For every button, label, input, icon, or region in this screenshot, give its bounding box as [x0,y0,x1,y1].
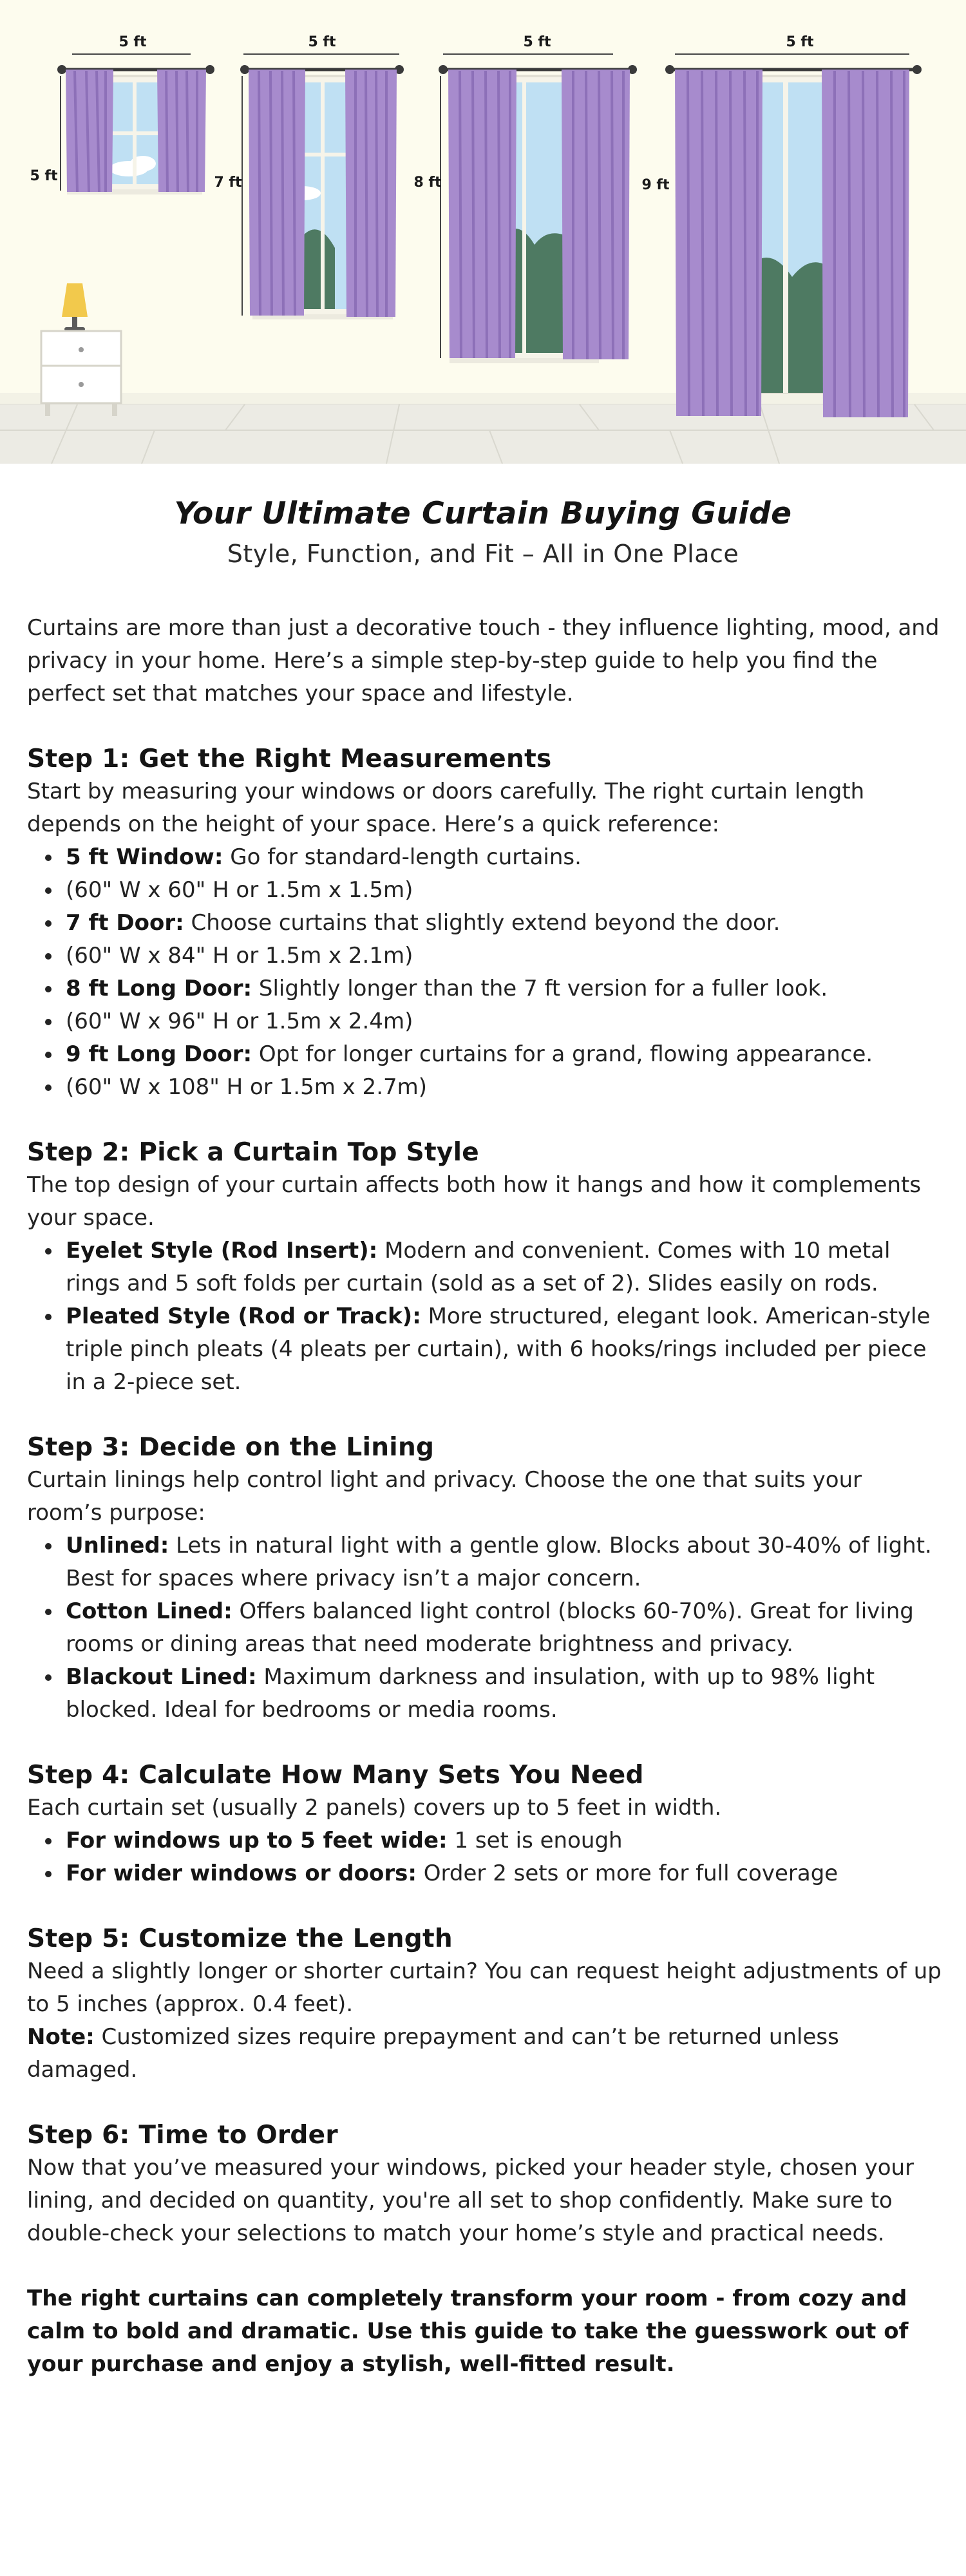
list-item [27,1661,942,1727]
steps-list [27,743,942,1890]
step-4-description: Each curtain set (usually 2 panels) covers up to 5 feet in width. [27,1795,722,1821]
step-3-description: Curtain linings help control light and privacy. Choose the one that suits your room’s purpose: [27,1467,862,1526]
list-item-label: Unlined: [66,1533,169,1558]
closing-paragraph: The right curtains can completely transform your room - from cozy and calm to bold and dramatic. Use this guide to take the guesswork out of your purchase and enjoy a stylish, well-fitted result. [27,2286,909,2377]
step-3-section [27,1431,942,1727]
list-item-label: Blackout Lined: [66,1664,257,1690]
list-item [27,1038,942,1071]
window4-height-label: 9 ft [641,177,670,193]
step-1-section [27,743,942,1104]
list-item [27,1824,942,1857]
window3-width-label: 5 ft [523,34,551,50]
list-item-text: Order 2 sets or more for full coverage [416,1861,838,1886]
list-item-label: Pleated Style (Rod or Track): [66,1303,421,1329]
step-6-title: Step 6: Time to Order [27,2121,338,2150]
list-item-text: (60" W x 84" H or 1.5m x 2.1m) [66,943,413,969]
window-8ft [439,54,637,363]
list-item-text: (60" W x 96" H or 1.5m x 2.4m) [66,1009,413,1034]
step-5-title: Step 5: Customize the Length [27,1924,453,1953]
curtain-size-illustration [0,0,966,464]
list-item-label: 7 ft Door: [66,910,184,936]
step-5-note [27,2021,942,2087]
step-2-title: Step 2: Pick a Curtain Top Style [27,1138,480,1167]
list-item [27,972,942,1005]
baseboard [0,393,966,404]
intro-paragraph: Curtains are more than just a decorative touch - they influence lighting, mood, and privacy in your home. Here’s a simple step-by-step guide to help you find the perfect set that matches your space and lifestyle. [27,615,940,706]
list-item [27,1071,942,1104]
list-item-text: (60" W x 60" H or 1.5m x 1.5m) [66,877,413,903]
list-item-text: Choose curtains that slightly extend beyond the door. [184,910,781,936]
step-4-title: Step 4: Calculate How Many Sets You Need [27,1761,644,1790]
list-item-label: For windows up to 5 feet wide: [66,1828,448,1853]
list-item [27,1235,942,1300]
list-item [27,841,942,874]
step-5-section [27,1922,942,2087]
window4-width-label: 5 ft [786,34,814,50]
list-item [27,1300,942,1399]
step-3-title: Step 3: Decide on the Lining [27,1433,435,1462]
window1-height-label: 5 ft [30,168,58,184]
window2-height-label: 7 ft [214,175,242,191]
step-2-description: The top design of your curtain affects both how it hangs and how it complements your space. [27,1172,922,1231]
list-item-text: Offers balanced light control (blocks 60-70%). Great for living rooms or dining areas that need moderate brightness and privacy. [66,1598,914,1657]
list-item-label: 5 ft Window: [66,844,223,870]
step-3-bullet-list [27,1530,942,1727]
step-2-section [27,1136,942,1399]
step-1-title: Step 1: Get the Right Measurements [27,744,552,773]
page-title: Your Ultimate Curtain Buying Guide [174,496,792,531]
note-text: Customized sizes require prepayment and can’t be returned unless damaged. [27,2024,839,2083]
list-item-label: For wider windows or doors: [66,1861,417,1886]
guide-content [27,612,942,2381]
list-item [27,1005,942,1038]
list-item [27,874,942,907]
step-2-bullet-list [27,1235,942,1399]
list-item-label: 9 ft Long Door: [66,1041,252,1067]
list-item-text: More structured, elegant look. American-style triple pinch pleats (4 pleats per curtain), with 6 hooks/rings included per piece in a 2-piece set. [66,1303,931,1395]
list-item-text: 1 set is enough [447,1828,623,1853]
list-item-label: Cotton Lined: [66,1598,232,1624]
list-item [27,1857,942,1890]
step-4-bullet-list [27,1824,942,1890]
list-item-text: Opt for longer curtains for a grand, flowing appearance. [252,1041,873,1067]
list-item-text: Lets in natural light with a gentle glow. Blocks about 30-40% of light. Best for spaces where privacy isn’t a major concern. [66,1533,932,1591]
list-item-text: Slightly longer than the 7 ft version for a fuller look. [252,976,828,1001]
step-1-description: Start by measuring your windows or doors carefully. The right curtain length depends on the height of your space. Here’s a quick reference: [27,779,865,837]
list-item [27,940,942,972]
window-9ft [665,54,922,417]
window2-width-label: 5 ft [308,34,336,50]
list-item-text: Modern and convenient. Comes with 10 metal rings and 5 soft folds per curtain (sold as a set of 2). Slides easily on rods. [66,1238,891,1296]
window-7ft [240,54,404,319]
list-item [27,1530,942,1595]
window-5ft [57,54,214,194]
list-item-text: Go for standard-length curtains. [223,844,582,870]
step-4-section [27,1759,942,1890]
list-item-text: (60" W x 108" H or 1.5m x 2.7m) [66,1074,428,1100]
list-item-text: Maximum darkness and insulation, with up to 98% light blocked. Ideal for bedrooms or media rooms. [66,1664,875,1723]
step-6-section [27,2119,942,2250]
list-item-label: 8 ft Long Door: [66,976,252,1001]
step-5-description: Need a slightly longer or shorter curtain? You can request height adjustments of up to 5 inches (approx. 0.4 feet). [27,1958,942,2017]
note-label: Note: [27,2024,95,2050]
step-6-description: Now that you’ve measured your windows, picked your header style, chosen your lining, and decided on quantity, you're all set to shop confidently. Make sure to double-check your selections to match your home’s style and practical needs. [27,2155,914,2246]
list-item [27,1595,942,1661]
list-item [27,907,942,940]
window3-height-label: 8 ft [413,175,442,191]
list-item-label: Eyelet Style (Rod Insert): [66,1238,378,1264]
window1-width-label: 5 ft [118,34,147,50]
step-1-bullet-list [27,841,942,1104]
page-subtitle: Style, Function, and Fit – All in One Place [227,540,739,568]
